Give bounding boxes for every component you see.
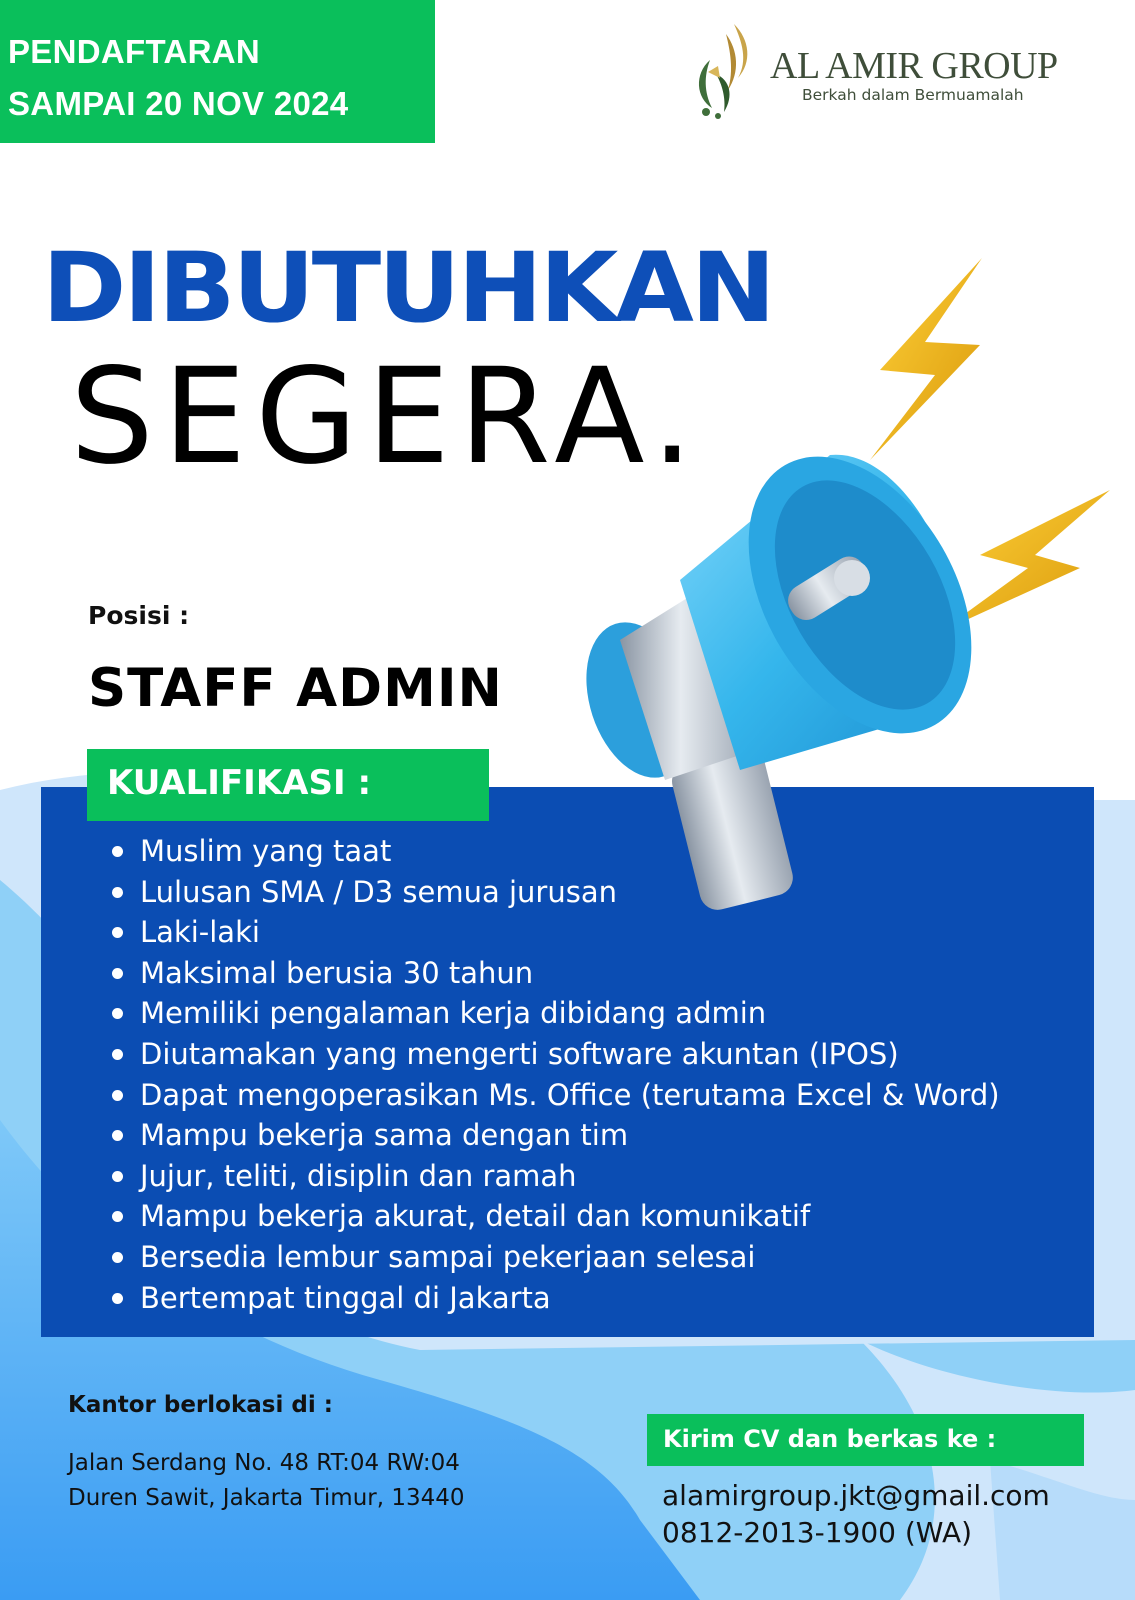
list-item: Lulusan SMA / D3 semua jurusan xyxy=(108,872,1000,913)
phone-link[interactable]: 0812-2013-1900 (WA) xyxy=(662,1516,973,1549)
company-tagline: Berkah dalam Bermuamalah xyxy=(802,86,1024,104)
list-item: Bertempat tinggal di Jakarta xyxy=(108,1278,1000,1319)
list-item: Jujur, teliti, disiplin dan ramah xyxy=(108,1156,1000,1197)
office-address xyxy=(68,1446,465,1516)
list-item: Laki-laki xyxy=(108,912,1000,953)
list-item: Diutamakan yang mengerti software akuntan (IPOS) xyxy=(108,1034,1000,1075)
office-label: Kantor berlokasi di : xyxy=(68,1392,333,1418)
lightning-bolt-icon xyxy=(870,258,982,460)
address-line1: Jalan Serdang No. 48 RT:04 RW:04 xyxy=(68,1450,460,1476)
position-title: STAFF ADMIN xyxy=(88,658,503,719)
address-line2: Duren Sawit, Jakarta Timur, 13440 xyxy=(68,1485,465,1511)
position-label: Posisi : xyxy=(88,601,190,630)
list-item: Muslim yang taat xyxy=(108,831,1000,872)
list-item: Bersedia lembur sampai pekerjaan selesai xyxy=(108,1237,1000,1278)
email-link[interactable]: alamirgroup.jkt@gmail.com xyxy=(662,1479,1050,1512)
list-item: Memiliki pengalaman kerja dibidang admin xyxy=(108,993,1000,1034)
deadline-line1: PENDAFTARAN xyxy=(8,33,261,70)
list-item: Mampu bekerja sama dengan tim xyxy=(108,1115,1000,1156)
list-item: Mampu bekerja akurat, detail dan komunikatif xyxy=(108,1196,1000,1237)
company-name: AL AMIR GROUP xyxy=(770,45,1058,87)
deadline-badge xyxy=(0,0,435,143)
deadline-line2: SAMPAI 20 NOV 2024 xyxy=(8,85,349,122)
qualifications-title: KUALIFIKASI : xyxy=(87,749,489,821)
subheadline: SEGERA. xyxy=(70,340,703,494)
qualifications-list xyxy=(108,831,1000,1318)
list-item: Maksimal berusia 30 tahun xyxy=(108,953,1000,994)
list-item: Dapat mengoperasikan Ms. Office (terutama Excel & Word) xyxy=(108,1075,1000,1116)
send-cv-label: Kirim CV dan berkas ke : xyxy=(647,1414,1084,1466)
headline: DIBUTUHKAN xyxy=(42,232,773,344)
contact-info xyxy=(662,1477,1050,1551)
calligraphy-logo-icon xyxy=(690,20,760,120)
company-logo xyxy=(690,20,1090,120)
